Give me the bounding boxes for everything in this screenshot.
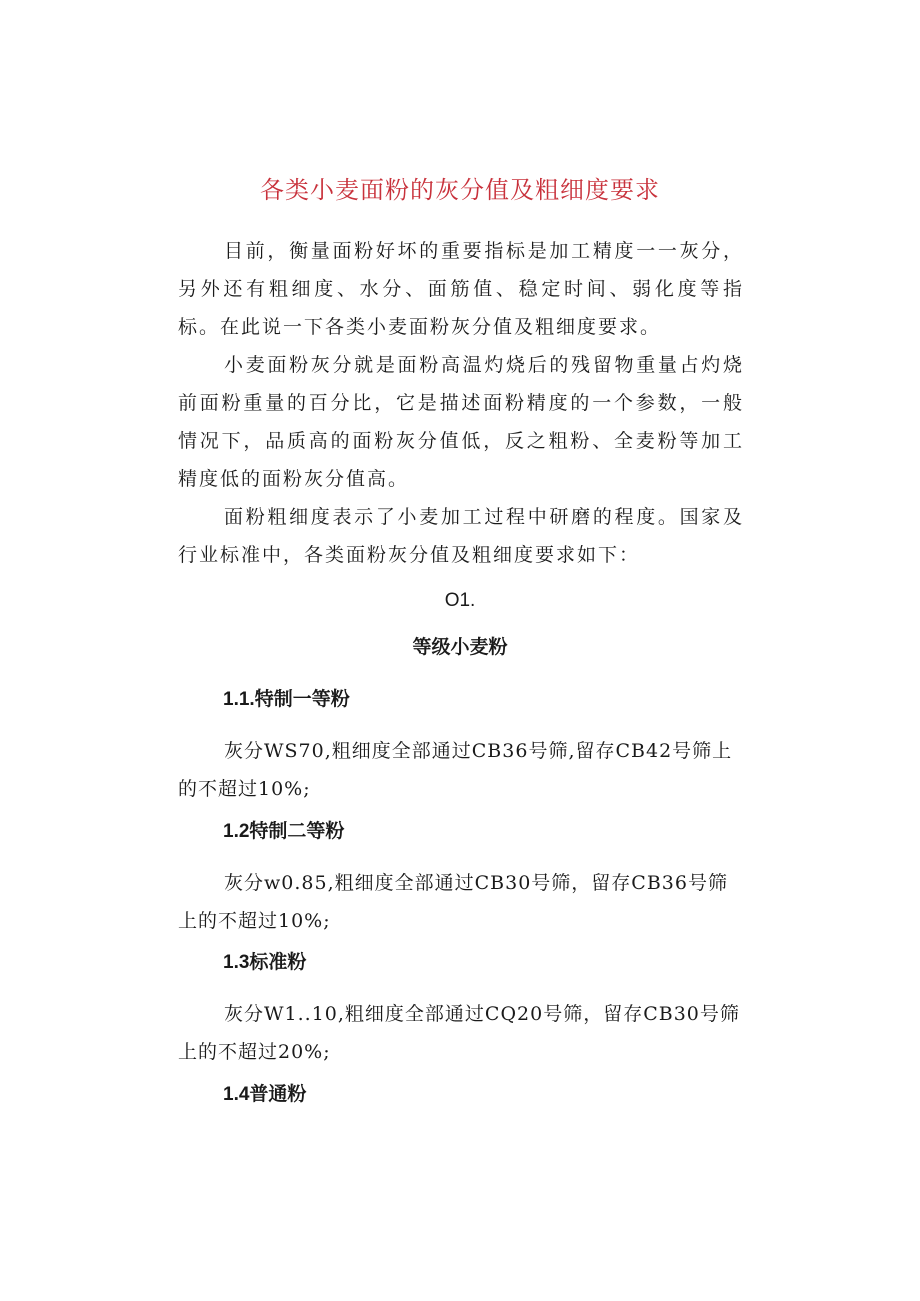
- item-heading-1-2: 1.2特制二等粉: [223, 821, 345, 842]
- paragraph-ash-definition: 小麦面粉灰分就是面粉高温灼烧后的残留物重量占灼烧前面粉重量的百分比，它是描述面粉精度的一个参数，一般情况下，品质高的面粉灰分值低，反之粗粉、全麦粉等加工精度低的面粉灰分值高。: [178, 354, 744, 490]
- item-text-1-1: 灰分WS70,粗细度全部通过CB36号筛,留存CB42号筛上的不超过10%;: [178, 740, 733, 800]
- item-text-1-3: 灰分W1..10,粗细度全部通过CQ20号筛，留存CB30号筛上的不超过20%;: [178, 1003, 740, 1063]
- document-title: 各类小麦面粉的灰分值及粗细度要求: [260, 176, 660, 204]
- item-heading-1-1: 1.1.特制一等粉: [223, 689, 350, 710]
- item-heading-1-3: 1.3标准粉: [223, 952, 307, 973]
- paragraph-intro: 目前，衡量面粉好坏的重要指标是加工精度一一灰分，另外还有粗细度、水分、面筋值、稳定时间、弱化度等指标。在此说一下各类小麦面粉灰分值及粗细度要求。: [178, 240, 744, 338]
- section-title: 等级小麦粉: [412, 636, 508, 658]
- paragraph-fineness: 面粉粗细度表示了小麦加工过程中研磨的程度。国家及行业标准中，各类面粉灰分值及粗细度要求如下：: [178, 506, 744, 566]
- item-text-1-2: 灰分w0.85,粗细度全部通过CB30号筛，留存CB36号筛上的不超过10%;: [178, 872, 728, 932]
- item-heading-1-4: 1.4普通粉: [223, 1084, 307, 1105]
- section-number: O1.: [444, 590, 476, 611]
